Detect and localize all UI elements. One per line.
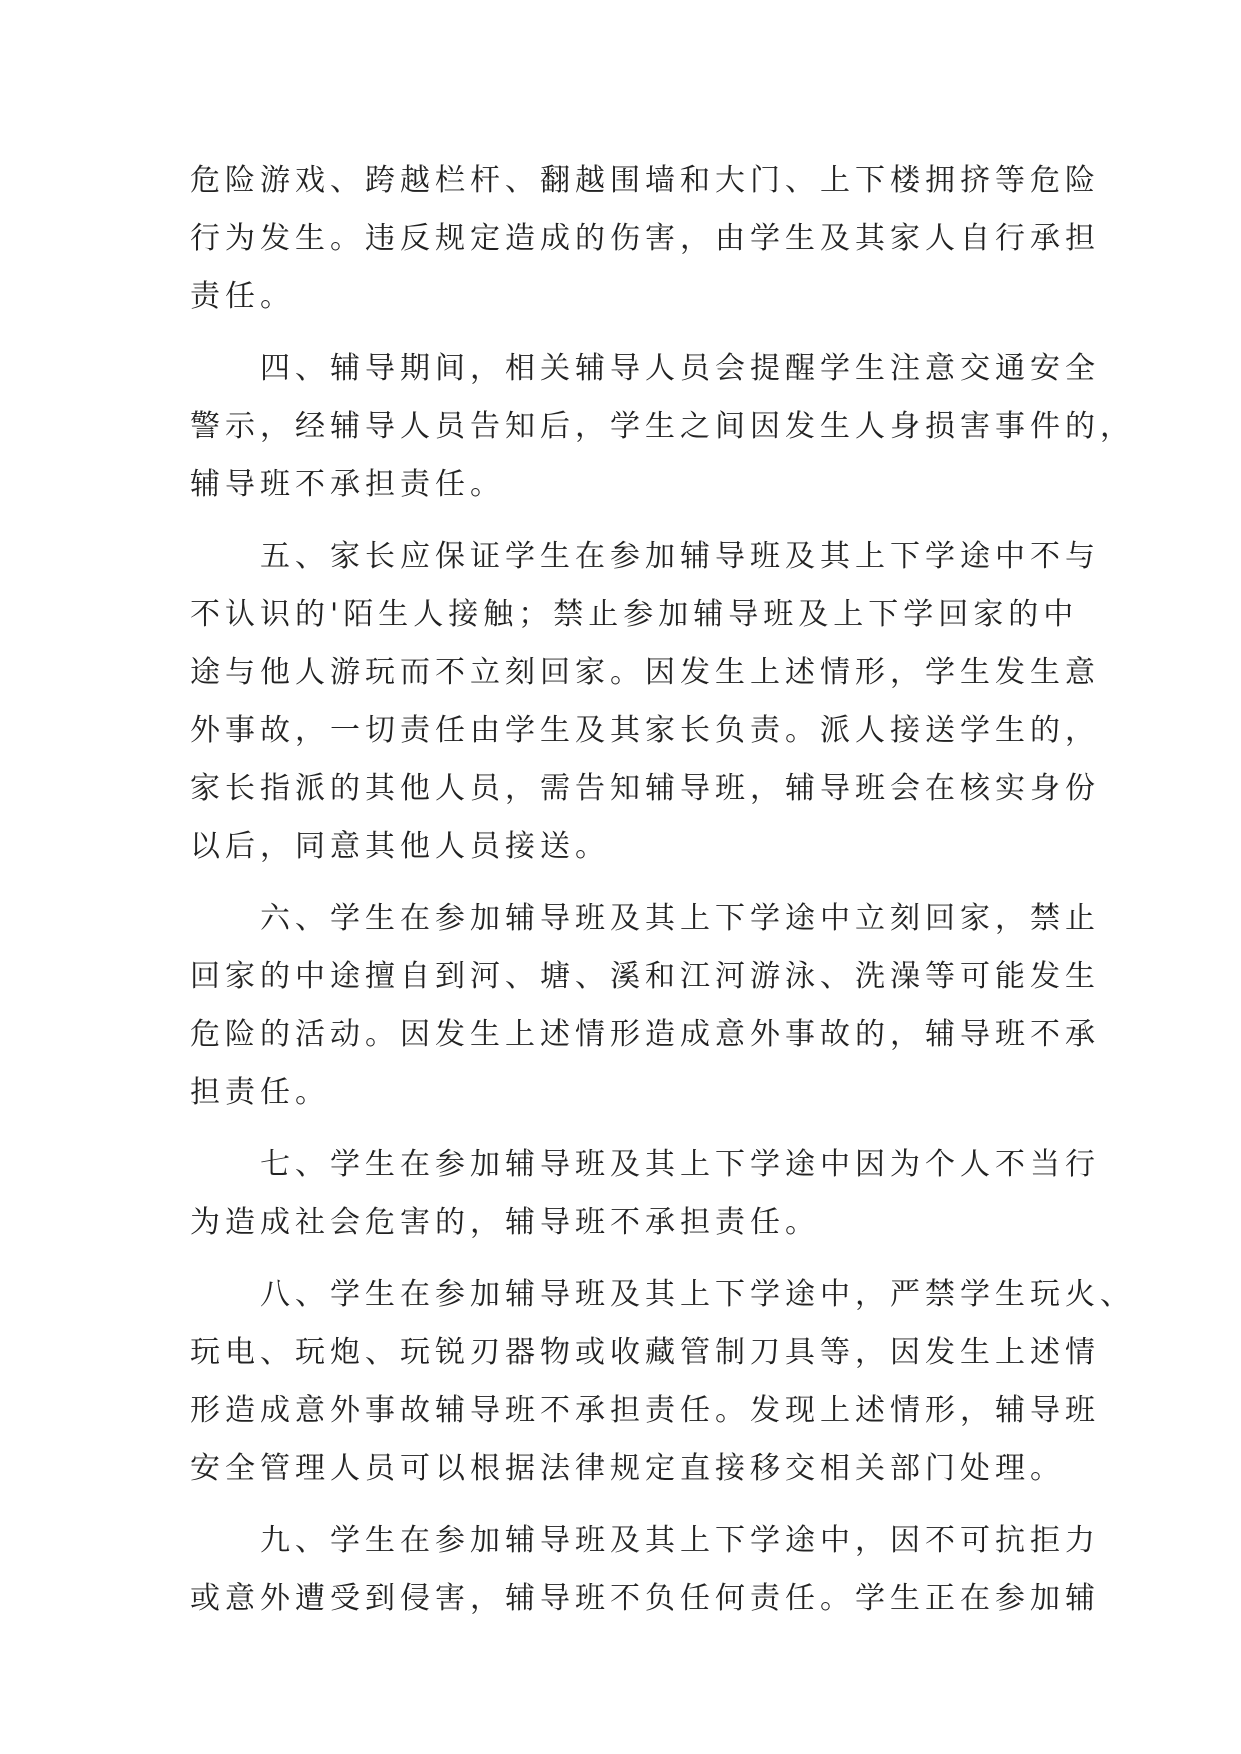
text-line: 九、学生在参加辅导班及其上下学途中，因不可抗拒力 bbox=[190, 1523, 1100, 1558]
text-line: 为造成社会危害的，辅导班不承担责任。 bbox=[190, 1205, 820, 1240]
text-line: 担责任。 bbox=[190, 1075, 330, 1110]
document-body bbox=[190, 152, 1135, 1628]
text-line: 四、辅导期间，相关辅导人员会提醒学生注意交通安全 bbox=[190, 351, 1100, 386]
text-line: 七、学生在参加辅导班及其上下学途中因为个人不当行 bbox=[190, 1147, 1100, 1182]
text-line: 形造成意外事故辅导班不承担责任。发现上述情形，辅导班 bbox=[190, 1393, 1100, 1428]
text-line: 警示，经辅导人员告知后，学生之间因发生人身损害事件的， bbox=[190, 409, 1135, 444]
text-line: 五、家长应保证学生在参加辅导班及其上下学途中不与 bbox=[190, 539, 1100, 574]
text-line: 家长指派的其他人员，需告知辅导班，辅导班会在核实身份 bbox=[190, 771, 1100, 806]
text-line: 不认识的'陌生人接触；禁止参加辅导班及上下学回家的中 bbox=[190, 597, 1079, 632]
text-line: 危险游戏、跨越栏杆、翻越围墙和大门、上下楼拥挤等危险 bbox=[190, 163, 1100, 198]
text-line: 以后，同意其他人员接送。 bbox=[190, 829, 610, 864]
paragraph-clause-6 bbox=[190, 890, 1100, 1122]
text-line: 八、学生在参加辅导班及其上下学途中，严禁学生玩火、 bbox=[190, 1277, 1135, 1312]
text-line: 安全管理人员可以根据法律规定直接移交相关部门处理。 bbox=[190, 1451, 1065, 1486]
text-line: 外事故，一切责任由学生及其家长负责。派人接送学生的， bbox=[190, 713, 1100, 748]
paragraph-clause-5 bbox=[190, 528, 1100, 876]
text-line: 玩电、玩炮、玩锐刃器物或收藏管制刀具等，因发生上述情 bbox=[190, 1335, 1100, 1370]
paragraph-clause-8 bbox=[190, 1266, 1135, 1498]
paragraph-continuation bbox=[190, 152, 1100, 326]
paragraph-clause-4 bbox=[190, 340, 1135, 514]
text-line: 或意外遭受到侵害，辅导班不负任何责任。学生正在参加辅 bbox=[190, 1581, 1100, 1616]
text-line: 途与他人游玩而不立刻回家。因发生上述情形，学生发生意 bbox=[190, 655, 1100, 690]
text-line: 责任。 bbox=[190, 279, 295, 314]
text-line: 辅导班不承担责任。 bbox=[190, 467, 505, 502]
paragraph-clause-9 bbox=[190, 1512, 1100, 1628]
text-line: 回家的中途擅自到河、塘、溪和江河游泳、洗澡等可能发生 bbox=[190, 959, 1100, 994]
text-line: 危险的活动。因发生上述情形造成意外事故的，辅导班不承 bbox=[190, 1017, 1100, 1052]
text-line: 行为发生。违反规定造成的伤害，由学生及其家人自行承担 bbox=[190, 221, 1100, 256]
paragraph-clause-7 bbox=[190, 1136, 1100, 1252]
text-line: 六、学生在参加辅导班及其上下学途中立刻回家，禁止 bbox=[190, 901, 1100, 936]
